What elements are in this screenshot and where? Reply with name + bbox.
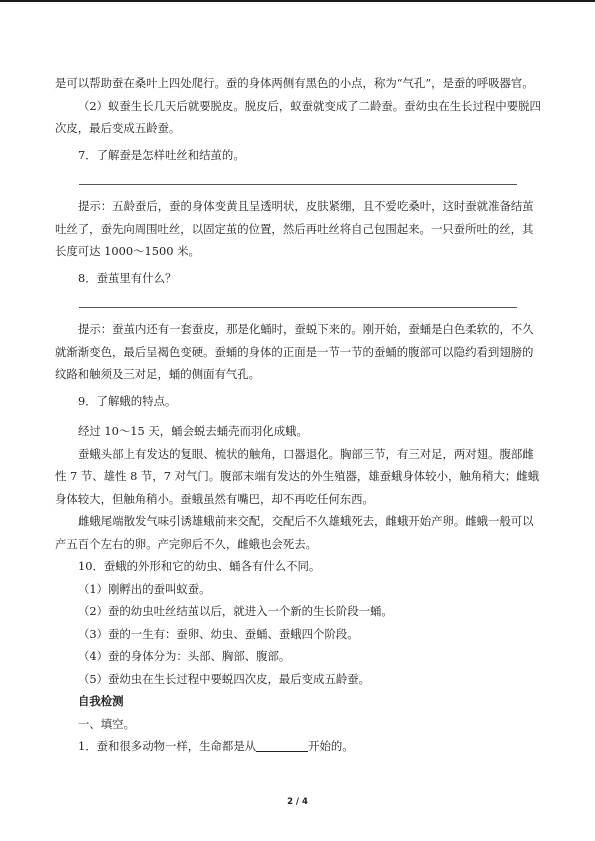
answer-line-7 <box>79 170 517 185</box>
paragraph-breathing-pores: 是可以帮助蚕在桑叶上四处爬行。蚕的身体两侧有黑色的小点，称为“气孔”，是蚕的呼吸器官。 <box>55 76 534 90</box>
fill-question-1-text-after: 开始的。 <box>308 739 354 753</box>
paragraph-moth-mating: 雌蛾尾端散发气味引诱雄蛾前来交配，交配后不久雄蛾死去，雌蛾开始产卵。雌蛾一般可以产五百个左右的卵。产完卵后不久，雌蛾也会死去。 <box>55 514 534 551</box>
fill-blank[interactable] <box>256 737 308 752</box>
list-item-4: （4）蚕的身体分为：头部、胸部、腹部。 <box>78 649 291 663</box>
question-7: 7．了解蚕是怎样吐丝和结茧的。 <box>78 147 245 162</box>
list-item-1: （1）刚孵出的蚕叫蚁蚕。 <box>78 581 211 596</box>
section-fill-in: 一、填空。 <box>78 716 135 731</box>
self-test-heading: 自我检测 <box>78 694 124 708</box>
fill-question-1-text-before: 1．蚕和很多动物一样，生命都是从 <box>78 739 257 753</box>
fill-question-1 <box>55 735 541 758</box>
question-9: 9．了解蛾的特点。 <box>78 393 177 408</box>
paragraph-molting: （2）蚁蚕生长几天后就要脱皮。脱皮后，蚁蚕就变成了二龄蚕。蚕幼虫在生长过程中要脱四次皮，最后变成五龄蚕。 <box>55 98 541 135</box>
hint-7: 提示：五龄蚕后，蚕的身体变黄且呈透明状，皮肤紧绷，且不爱吃桑叶，这时蚕就准备结茧吐丝了，蚕先向周围吐丝，以固定茧的位置，然后再吐丝将自己包围起来。一只蚕所吐的丝，其长度可达 1000～1500 米。 <box>55 199 534 258</box>
question-8: 8．蚕茧里有什么？ <box>78 270 177 285</box>
top-border-rule <box>0 0 595 2</box>
question-10: 10．蚕蛾的外形和它的幼虫、蛹各有什么不同。 <box>78 559 321 573</box>
paragraph-pupa-to-moth: 经过 10～15 天，蛹会蜕去蛹壳而羽化成蛾。 <box>78 424 308 438</box>
answer-line-8 <box>79 293 517 308</box>
list-item-3: （3）蚕的一生有：蚕卵、幼虫、蚕蛹、蚕蛾四个阶段。 <box>78 626 359 641</box>
document-page <box>55 72 541 758</box>
paragraph-moth-anatomy: 蚕蛾头部上有发达的复眼、梳状的触角，口器退化。胸部三节，有三对足，两对翅。腹部雌性 7 节、雄性 8 节，7 对气门。腹部末端有发达的外生殖器，雄蚕蛾身体较小，触角稍大；雌蛾身体较大，但触角稍小。蚕蛾虽然有嘴巴，却不再吃任何东西。 <box>55 446 540 506</box>
hint-8: 提示：蚕茧内还有一套蚕皮，那是化蛹时，蚕蜕下来的。刚开始，蚕蛹是白色柔软的，不久就渐渐变色，最后呈褐色变硬。蚕蛹的身体的正面是一节一节的蚕蛹的腹部可以隐约看到翅膀的纹路和触须及三对足，蛹的侧面有气孔。 <box>55 322 534 381</box>
list-item-5: （5）蚕幼虫在生长过程中要蜕四次皮，最后变成五龄蚕。 <box>78 671 371 686</box>
list-item-2: （2）蚕的幼虫吐丝结茧以后，就进入一个新的生长阶段一蛹。 <box>78 604 393 618</box>
page-number: 2 / 4 <box>287 797 308 807</box>
